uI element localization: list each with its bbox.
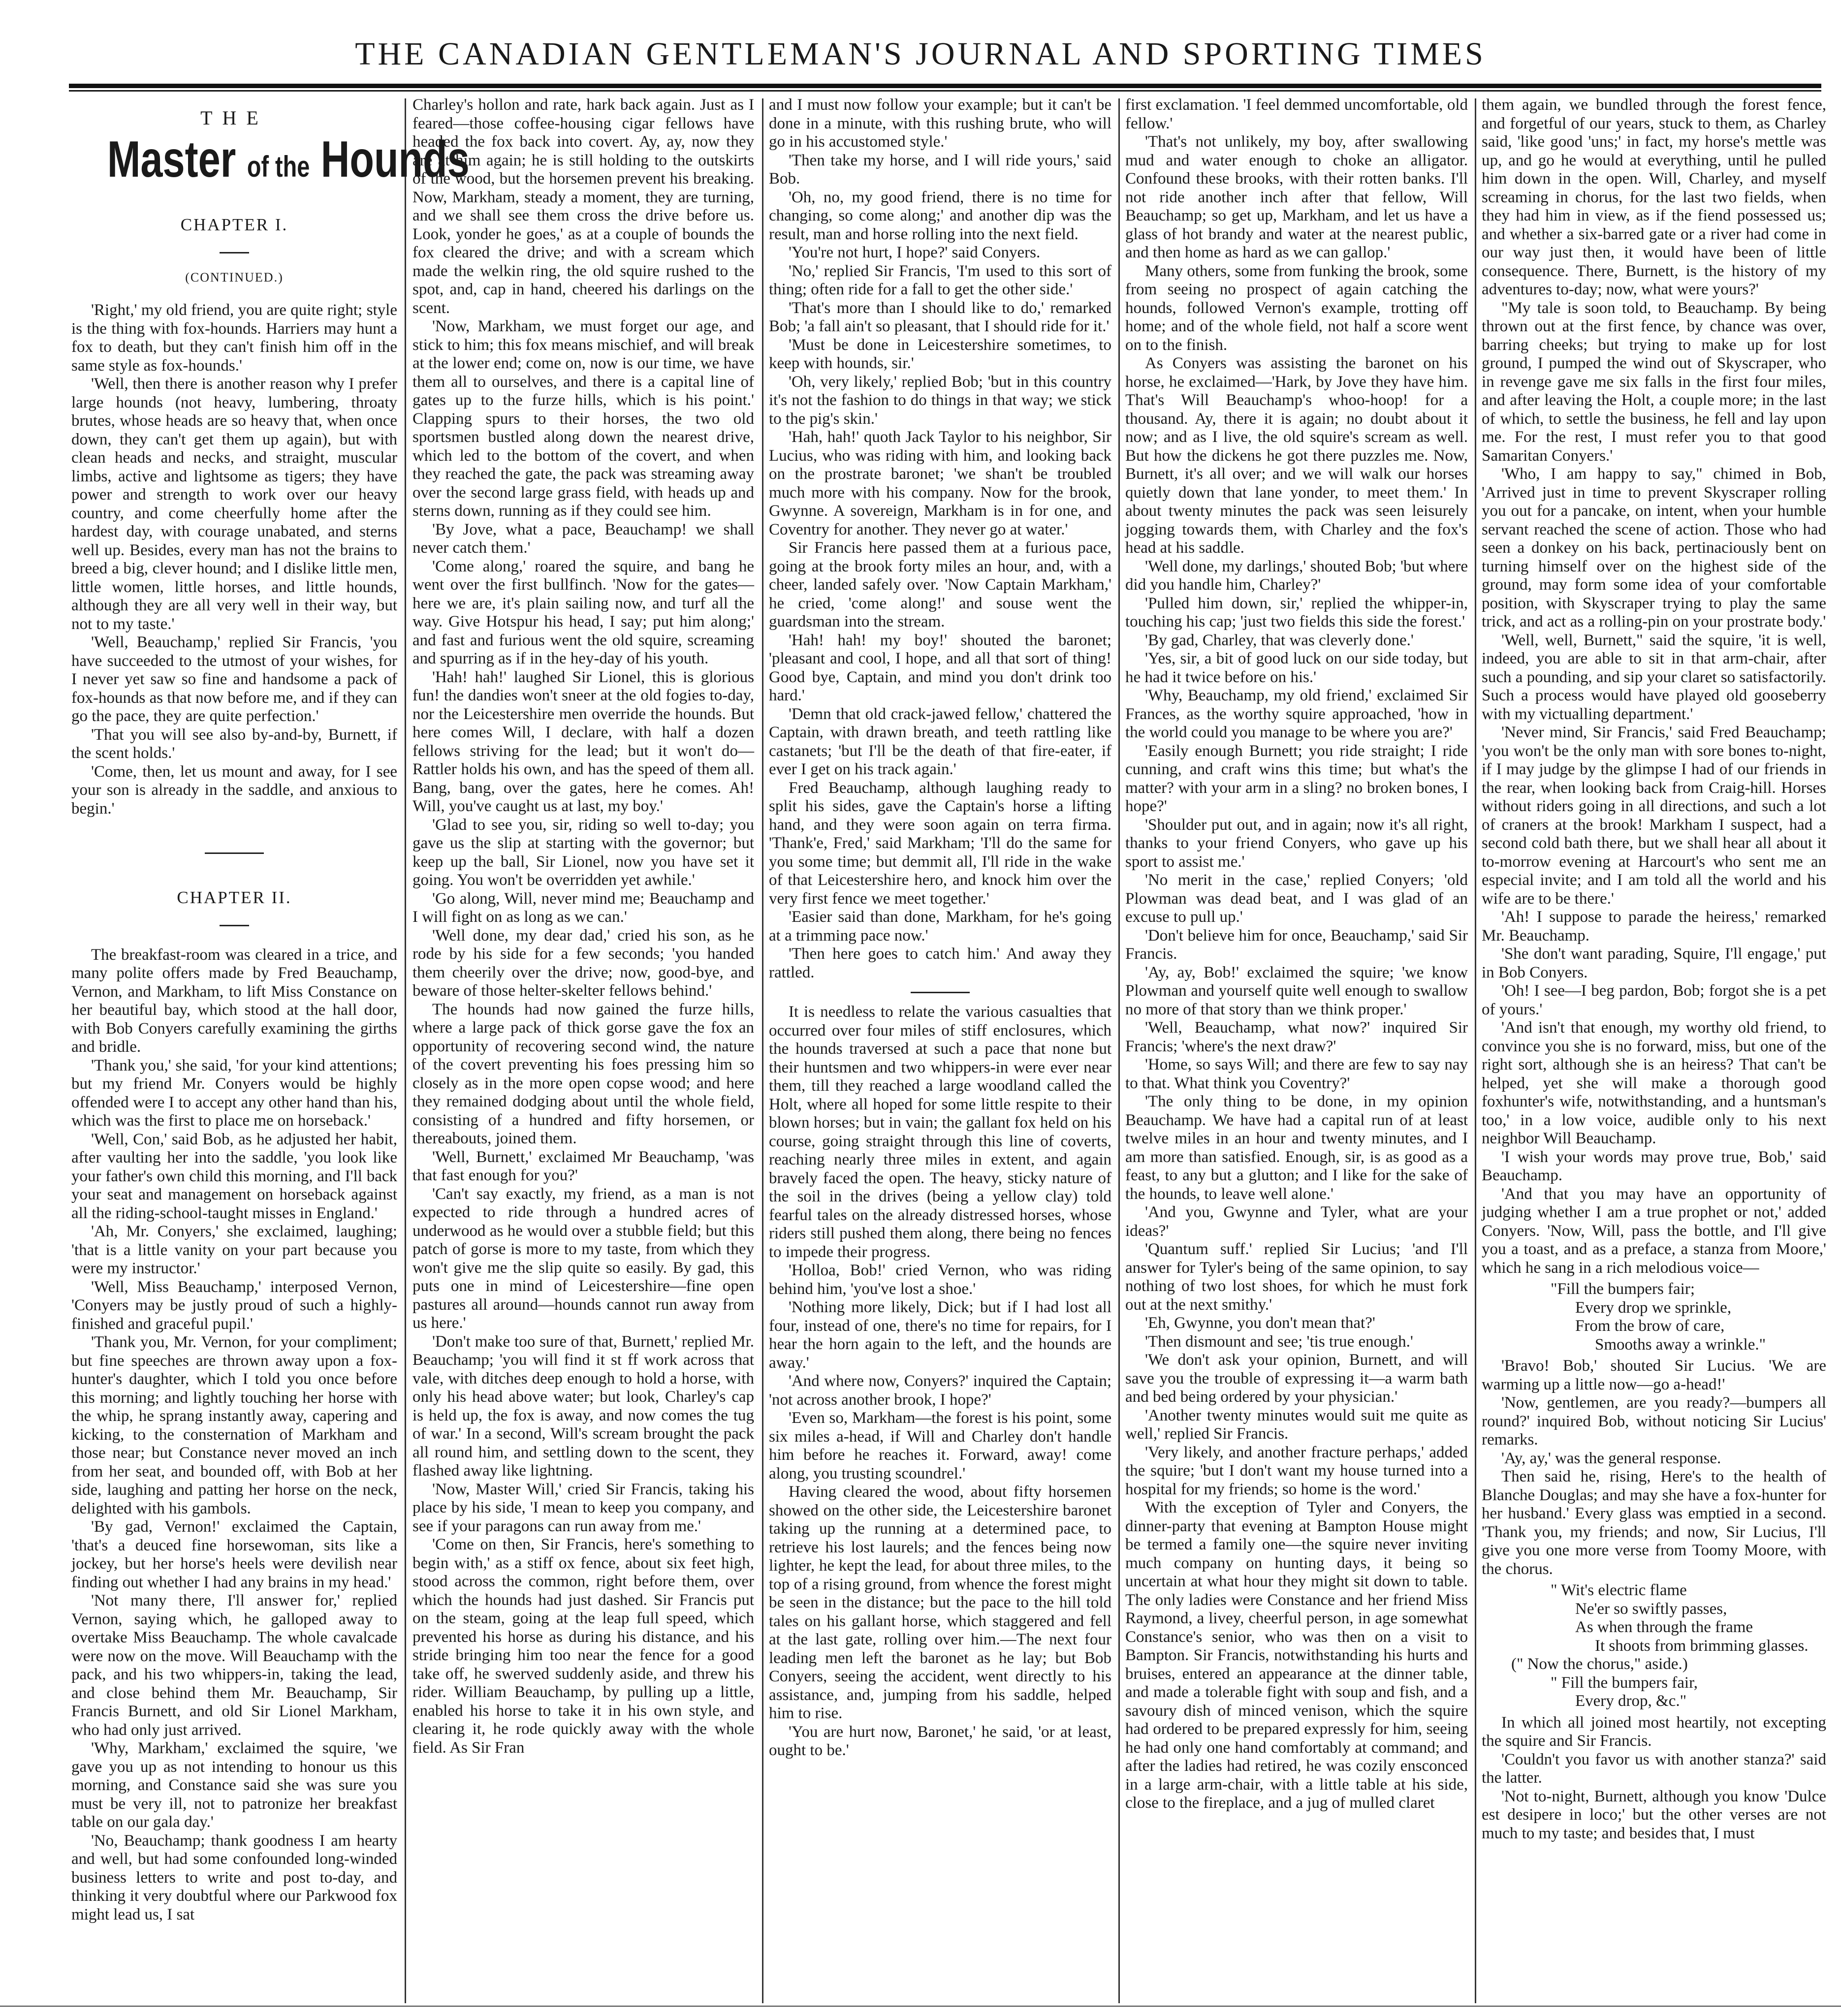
paragraph: 'Eh, Gwynne, you don't mean that?'	[1145, 1314, 1375, 1332]
story-title-of-the: of the	[247, 150, 310, 183]
paragraph: 'Come on then, Sir Francis, here's something to begin with,' as a stiff ox fence, about six feet high, stood across the common, right before them, over which the hounds had just dashed. Sir Francis put on the steam, going at the leap full speed, which prevented his horse as during his distance, and his stride bringing him too near the fence for a good take off, he swerved suddenly aside, and threw his rider. William Beauchamp, by pulling up a little, enabled his horse to take it in his own style, and clearing it, he rode quickly away with the whole field. As Sir Fran	[413, 1536, 754, 1757]
paragraph: As Conyers was assisting the baronet on his horse, he exclaimed—'Hark, by Jove they have him. That's Will Beauchamp's whoo-hoop! for a thousand. Ay, there it is again; no doubt about it now; and as I live, the old squire's scream as well. But how the dickens he got there puzzles me. Now, Burnett, it's all over; and we will walk our horses quietly down that lane yonder, to meet them.' In about twenty minutes the pack was seen leisurely jogging towards them, with Charley and the fox's head at his saddle.	[1125, 354, 1468, 557]
paragraph: 'Pulled him down, sir,' replied the whipper-in, touching his cap; 'just two fields this side the forest.'	[1125, 594, 1468, 630]
paragraph: 'Thank you,' she said, 'for your kind attentions; but my friend Mr. Conyers would be highly offended were I to accept any other hand than his, which was the first to place me on horseback.'	[71, 1056, 397, 1130]
paragraph: It is needless to relate the various casualties that occurred over four miles of stiff enclosures, which the hounds traversed at such a pace that none but their huntsmen and two whippers-in were ever near them, till they reached a large woodland called the Holt, where all hoped for some little respite to their blown horses; but in vain; the gallant fox held on his course, going straight through this line of coverts, reaching nearly three miles in extent, and again bravely faced the open. The heavy, sticky nature of the soil in the drives (being a yellow clay) told fearful tales on the already distressed horses, whose riders still pushed them along, there being no fences to impede their progress.	[769, 1003, 1111, 1261]
masthead-rule	[69, 84, 1821, 92]
verse-line: " Fill the bumpers fair,	[1551, 1673, 1698, 1692]
paragraph: 'Easier said than done, Markham, for he's going at a trimming pace now.'	[769, 908, 1111, 945]
paragraph: 'No,' replied Sir Francis, 'I'm used to this sort of thing; often ride for a fall to get the other side.'	[769, 262, 1111, 298]
paragraph: them again, we bundled through the forest fence, and forgetful of our years, stuck to them, as Charley said, 'like good 'uns;' in fact, my horse's mettle was up, and go he would at everything, until he pulled him down in the open. Will, Charley, and myself screaming in chorus, for the last two fields, when they had him in view, as if the fiend possessed us; and whether a six-barred gate or a river had come in our way just then, it would have been of little consequence. There, Burnett, is the history of my adventures to-day; now, what were yours?'	[1482, 96, 1826, 298]
paragraph: 'Demn that old crack-jawed fellow,' chattered the Captain, with drawn breath, and teeth rattling like castanets; 'but I'll be the death of that fire-eater, if ever I get on his track again.'	[769, 705, 1111, 778]
paragraph: 'Bravo! Bob,' shouted Sir Lucius. 'We are warming up a little now—go a-head!'	[1482, 1357, 1826, 1393]
paragraph: "My tale is soon told, to Beauchamp. By being thrown out at the first fence, by chance was over, barring cheeks; but trying to make up for lost ground, I pumped the wind out of Skyscraper, who in revenge gave me six falls in the first four miles, and after leaving the Holt, a couple more; in the last of which, to settle the business, he fell and lay upon me. For the rest, I must refer you to that good Samaritan Conyers.'	[1482, 299, 1826, 465]
verse-line: " Wit's electric flame	[1551, 1581, 1687, 1599]
paragraph: 'Well, then there is another reason why I prefer large hounds (not heavy, lumbering, throaty brutes, whose heads are so heavy that, when once down, they can't get them up again), but with clean heads and necks, and straight, muscular limbs, active and lightsome as tigers; they have power and strength to work over our heavy country, and come cheerfully home after the hardest day, with courage unabated, and sterns well up. Besides, every man has not the brains to breed a big, clever hound; and I dislike little men, little women, little horses, and little hounds, although they are all very well in their way, but not to my taste.'	[71, 375, 397, 633]
paragraph: 'The only thing to be done, in my opinion Beauchamp. We have had a capital run of at least twelve miles in an hour and twenty minutes, and I am more than satisfied. Enough, sir, is as good as a feast, to any but a glutton; and I like for the sake of the hounds, to leave well alone.'	[1125, 1093, 1468, 1203]
paragraph: 'Why, Markham,' exclaimed the squire, 'we gave you up as not intending to honour us this morning, and Constance said she was sure you must be very ill, not to patronize her breakfast table on our gala day.'	[71, 1739, 397, 1831]
verse-line: Every drop, &c."	[1575, 1692, 1687, 1710]
paragraph: 'She don't want parading, Squire, I'll engage,' put in Bob Conyers.	[1482, 945, 1826, 981]
paragraph: In which all joined most heartily, not excepting the squire and Sir Francis.	[1482, 1713, 1826, 1750]
paragraph: 'Well, Miss Beauchamp,' interposed Vernon, 'Conyers may be justly proud of such a highly-finished and graceful pupil.'	[71, 1278, 397, 1333]
paragraph: 'By gad, Vernon!' exclaimed the Captain, 'that's a deuced fine horsewoman, sits like a jockey, but her horse's heels were devilish near finding out whether I had any brains in my head.'	[71, 1518, 397, 1591]
paragraph: The hounds had now gained the furze hills, where a large pack of thick gorse gave the fox an opportunity of recovering second wind, the nature of the covert preventing his foes pressing him so closely as in the more open copse wood; and here they remained dodging about until the whole field, consisting of a hundred and fifty horsemen, or thereabouts, joined them.	[413, 1000, 754, 1147]
paragraph: 'By Jove, what a pace, Beauchamp! we shall never catch them.'	[413, 520, 754, 557]
paragraph: first exclamation. 'I feel demmed uncomfortable, old fellow.'	[1125, 96, 1468, 132]
paragraph: 'Oh, no, my good friend, there is no time for changing, so come along;' and another dip was the result, man and horse rolling into the next field.	[769, 188, 1111, 243]
chapter-heading: CHAPTER I.	[180, 215, 288, 234]
song-verse	[1482, 1280, 1826, 1354]
paragraph: 'Nothing more likely, Dick; but if I had lost all four, instead of one, there's no time for repairs, for I hear the horn again to the left, and the hounds are away.'	[769, 1298, 1111, 1372]
paragraph: 'And that you may have an opportunity of judging whether I am a true prophet or not,' added Conyers. 'Now, Will, pass the bottle, and I'll give you a toast, and as a preface, a stanza from Moore,' which he sang in a rich melodious voice—	[1482, 1185, 1826, 1277]
paragraph: 'That's not unlikely, my boy, after swallowing mud and water enough to choke an alligator. Confound these brooks, with their rotten banks. I'll not ride another inch after that fellow, Will Beauchamp; so get up, Markham, and let us have a glass of hot brandy and water at the nearest public, and then home as hard as we can gallop.'	[1125, 133, 1468, 261]
paragraph: 'Never mind, Sir Francis,' said Fred Beauchamp; 'you won't be the only man with sore bones to-night, if I may judge by the glimpse I had of our friends in the rear, when looking back from Craig-hill. Horses without riders going in all directions, and such a lot of craners at the brook! Markham I suspect, had a second cold bath there, but we shall hear all about it to-morrow evening at Harcourt's who sent me an especial invite; and I am told all the world and his wife are to be there.'	[1482, 724, 1826, 908]
paragraph: 'Don't believe him for once, Beauchamp,' said Sir Francis.	[1125, 926, 1468, 963]
paragraph: Many others, some from funking the brook, some from seeing no prospect of again catching the hounds, followed Vernon's example, trotting off home; and of the whole field, not half a score went on to the finish.	[1125, 262, 1468, 354]
paragraph: 'Who, I am happy to say," chimed in Bob, 'Arrived just in time to prevent Skyscraper rolling you out for a pancake, on intent, when your humble servant reached the scene of action. Those who had seen a donkey on his back, pertinaciously bent on turning himself over on the highest side of the ground, may form some idea of your comfortable position, with Skyscraper trying to play the same trick, and act as a rolling-pin on your prostrate body.'	[1482, 465, 1826, 630]
paragraph: 'Couldn't you favor us with another stanza?' said the latter.	[1482, 1750, 1826, 1787]
verse-line: "Fill the bumpers fair;	[1551, 1280, 1695, 1298]
verse-line: It shoots from brimming glasses.	[1595, 1637, 1809, 1655]
paragraph: 'Then here goes to catch him.' And away they rattled.	[769, 945, 1111, 981]
story-title	[107, 130, 470, 196]
column-3	[769, 96, 1111, 2006]
paragraph: 'Well, well, Burnett," said the squire, 'it is well, indeed, you are able to sit in that arm-chair, after such a pounding, and sip your claret so satisfactorily. Such a process would have played old gooseberry with my victualling department.'	[1482, 631, 1826, 723]
story-title-the: THE	[200, 107, 268, 129]
paragraph: 'Easily enough Burnett; you ride straight; I ride cunning, and craft wins this time; but what's the matter? with your arm in a sling? no broken bones, I hope?'	[1125, 742, 1468, 815]
paragraph: 'No, Beauchamp; thank goodness I am hearty and well, but had some confounded long-winded business letters to write and post to-day, and thinking it very doubtful where our Parkwood fox might lead us, I sat	[71, 1831, 397, 1923]
paragraph: 'Well, Beauchamp, what now?' inquired Sir Francis; 'where's the next draw?'	[1125, 1019, 1468, 1055]
paragraph: 'Holloa, Bob!' cried Vernon, who was riding behind him, 'you've lost a shoe.'	[769, 1261, 1111, 1298]
divider	[220, 925, 249, 926]
song-verse	[1482, 1581, 1826, 1711]
paragraph: 'Now, Master Will,' cried Sir Francis, taking his place by his side, 'I mean to keep you company, and see if your paragons can run away from me.'	[413, 1480, 754, 1535]
paragraph: 'And where now, Conyers?' inquired the Captain; 'not across another brook, I hope?'	[769, 1372, 1111, 1409]
paragraph: 'Why, Beauchamp, my old friend,' exclaimed Sir Frances, as the worthy squire approached, 'how in the world could you manage to be where you are?'	[1125, 687, 1468, 741]
paragraph: 'Must be done in Leicestershire sometimes, to keep with hounds, sir.'	[769, 336, 1111, 372]
column-divider	[1118, 98, 1120, 2003]
paragraph: and I must now follow your example; but it can't be done in a minute, with this rushing brute, who will go in his accustomed style.'	[769, 96, 1111, 151]
paragraph: 'Right,' my old friend, you are quite right; style is the thing with fox-hounds. Harriers may hunt a fox to death, but they can't finish him off in the same style as fox-hounds.'	[71, 301, 397, 375]
paragraph: 'Go along, Will, never mind me; Beauchamp and I will fight on as long as we can.'	[413, 889, 754, 926]
paragraph: 'And you, Gwynne and Tyler, what are your ideas?'	[1125, 1203, 1468, 1240]
paragraph: 'Oh, very likely,' replied Bob; 'but in this country it's not the fashion to do things in that way; we stick to the pig's skin.'	[769, 373, 1111, 428]
paragraph: 'Don't make too sure of that, Burnett,' replied Mr. Beauchamp; 'you will find it st ff work across that vale, with ditches deep enough to hold a horse, with only his head above water; but look, Charley's cap is held up, the fox is away, and now comes the tug of war.' In a second, Will's scream brought the pack all round him, and settling down to the scent, they flashed away like lightning.	[413, 1332, 754, 1480]
paragraph: 'Not many there, I'll answer for,' replied Vernon, saying which, he galloped away to overtake Miss Beauchamp. The whole cavalcade were now on the move. Will Beauchamp with the pack, and his two whippers-in, taking the lead, and close behind them Mr. Beauchamp, Sir Francis Burnett, and old Sir Lionel Markham, who had only just arrived.	[71, 1592, 397, 1739]
paragraph: 'Well, Beauchamp,' replied Sir Francis, 'you have succeeded to the utmost of your wishes, for I never yet saw so fine and handsome a pack of fox-hounds as that now before me, and if they can go the pace, they are quite perfection.'	[71, 633, 397, 725]
paragraph: Charley's hollon and rate, hark back again. Just as I feared—those coffee-housing cigar fellows have headed the fox back into covert. Ay, ay, now they are at him again; he is still holding to the outskirts of the wood, but the horsemen prevent his breaking. Now, Markham, steady a moment, they are turning, and we shall see them cross the drive before us. Look, yonder he goes,' as at a couple of bounds the fox cleared the drive; and with a scream which made the welkin ring, the old squire rushed to the spot, and, cap in hand, cheered his darlings on the scent.	[413, 96, 754, 317]
column-divider	[762, 98, 763, 2003]
paragraph: 'Ay, ay,' was the general response.	[1501, 1449, 1721, 1467]
paragraph: Sir Francis here passed them at a furious pace, going at the brook forty miles an hour, and, with a cheer, landed safely over. 'Now Captain Markham,' he cried, 'come along!' and souse went the guardsman into the stream.	[769, 539, 1111, 630]
paragraph: 'That's more than I should like to do,' remarked Bob; 'a fall ain't so pleasant, that I should ride for it.'	[769, 299, 1111, 335]
paragraph: 'Then take my horse, and I will ride yours,' said Bob.	[769, 151, 1111, 188]
divider	[205, 852, 264, 854]
masthead-title: THE CANADIAN GENTLEMAN'S JOURNAL AND SPORTING TIMES	[355, 36, 1486, 72]
paragraph: 'Hah! hah!' laughed Sir Lionel, this is glorious fun! the dandies won't sneer at the old fogies to-day, nor the Leicestershire men override the hounds. But here comes Will, I declare, with half a dozen fellows striving for the lead; but it won't do—Rattler holds his own, and has the speed of them all. Bang, bang, over the gates, here he comes. Ah! Will, you've caught us at last, my boy.'	[413, 668, 754, 815]
paragraph: 'Well done, my darlings,' shouted Bob; 'but where did you handle him, Charley?'	[1125, 557, 1468, 594]
paragraph: 'Come along,' roared the squire, and bang he went over the first bullfinch. 'Now for the gates—here we are, it's plain sailing now, and turf all the way. Give Hotspur his head, I say; put him along;' and fast and furious went the old squire, screaming and spurring as if in the hey-day of his youth.	[413, 557, 754, 667]
paragraph: The breakfast-room was cleared in a trice, and many polite offers made by Fred Beauchamp, Vernon, and Markham, to lift Miss Constance on her beautiful bay, which stood at the hall door, with Bob Conyers carefully examining the girths and bridle.	[71, 945, 397, 1056]
paragraph: 'Thank you, Mr. Vernon, for your compliment; but fine speeches are thrown away upon a fox-hunter's daughter, which I told you once before this morning; and lightly touching her horse with the whip, he sprang instantly away, capering and kicking, to the consternation of Markham and those near; but Constance never moved an inch from her seat, and bounded off, with Bob at her side, laughing and patting her horse on the neck, delighted with his gambols.	[71, 1333, 397, 1517]
column-divider	[405, 98, 406, 2003]
paragraph: 'That you will see also by-and-by, Burnett, if the scent holds.'	[71, 725, 397, 762]
paragraph: 'I wish your words may prove true, Bob,' said Beauchamp.	[1482, 1148, 1826, 1184]
paragraph: 'By gad, Charley, that was cleverly done.'	[1145, 631, 1414, 649]
verse-line: From the brow of care,	[1575, 1317, 1725, 1335]
paragraph: 'Then dismount and see; 'tis true enough.'	[1145, 1332, 1413, 1351]
paragraph: 'Glad to see you, sir, riding so well to-day; you gave us the slip at starting with the governor; but keep up the ball, Sir Lionel, now you have set it going. You won't be overridden yet awhile.'	[413, 816, 754, 889]
paragraph: 'Come, then, let us mount and away, for I see your son is already in the saddle, and anxious to begin.'	[71, 762, 397, 818]
paragraph: Fred Beauchamp, although laughing ready to split his sides, gave the Captain's horse a lifting hand, and they were soon again on terra firma. 'Thank'e, Fred,' said Markham; 'I'll do the same for you some time; but demmit all, I'll ride in the wake of that Leicestershire hero, and knock him over the very first fence we meet together.'	[769, 779, 1111, 908]
paragraph: 'And isn't that enough, my worthy old friend, to convince you she is no forward, miss, but one of the right sort, although she is an heiress? That can't be helped, yet she will make a thorough good foxhunter's wife, notwithstanding, and a huntsman's too,' in a low voice, audible only to his next neighbor Will Beauchamp.	[1482, 1019, 1826, 1147]
paragraph: 'Can't say exactly, my friend, as a man is not expected to ride through a hundred acres of underwood as he would over a stubble field; but this patch of gorse is more to my taste, from which they won't give me the slip quite so easily. By gad, this puts one in mind of Leicestershire—fine open pastures all around—hounds cannot run away from us here.'	[413, 1185, 754, 1332]
paragraph: 'Ay, ay, Bob!' exclaimed the squire; 'we know Plowman and yourself quite well enough to swallow no more of that story than we think proper.'	[1125, 963, 1468, 1018]
paragraph: With the exception of Tyler and Conyers, the dinner-party that evening at Bampton House might be termed a family one—the squire never inviting much company on hunting days, it being so uncertain at what hour they might sit down to table. The only ladies were Constance and her friend Miss Raymond, a livey, cheerful person, in age somewhat Constance's senior, who was then on a visit to Bampton. Sir Francis, notwithstanding his hurts and bruises, entered an appearance at the dinner table, and made a tolerable fight with soup and fish, and a savoury dish of minced venison, which the squire had ordered to be prepared expressly for him, seeing he had only one hand comfortably at command; and after the ladies had retired, he was cozily ensconced in a large arm-chair, with a little table at his side, close to the fireplace, and a jug of mulled claret	[1125, 1499, 1468, 1812]
paragraph: 'We don't ask your opinion, Burnett, and will save you the trouble of expressing it—a warm bath and bed being ordered by your physician.'	[1125, 1351, 1468, 1406]
paragraph: 'Even so, Markham—the forest is his point, some six miles a-head, if Will and Charley don't handle him before he reaches it. Forward, away! come along, you trusting scoundrel.'	[769, 1409, 1111, 1482]
paragraph: 'Very likely, and another fracture perhaps,' added the squire; 'but I don't want my house turned into a hospital for my friends; so home is the word.'	[1125, 1443, 1468, 1498]
paragraph: 'Yes, sir, a bit of good luck on our side today, but he had it twice before on his.'	[1125, 650, 1468, 686]
divider	[220, 252, 249, 253]
verse-line: Every drop we sprinkle,	[1575, 1298, 1732, 1317]
divider	[911, 992, 970, 993]
column-2	[413, 96, 754, 2006]
paragraph: 'Ah, Mr. Conyers,' she exclaimed, laughing; 'that is a little vanity on your part because you were my instructor.'	[71, 1223, 397, 1277]
paragraph: 'You are hurt now, Baronet,' he said, 'or at least, ought to be.'	[769, 1723, 1111, 1759]
story-title-hounds: Hounds	[320, 131, 470, 188]
paragraph: 'Well done, my dear dad,' cried his son, as he rode by his side for a few seconds; 'you handed them cheerily over the drive; now, good-bye, and beware of those helter-skelter fellows behind.'	[413, 926, 754, 1000]
paragraph: 'Another twenty minutes would suit me quite as well,' replied Sir Francis.	[1125, 1406, 1468, 1443]
continued-label: (CONTINUED.)	[185, 270, 284, 284]
verse-line: Ne'er so swiftly passes,	[1575, 1600, 1727, 1618]
paragraph: Then said he, rising, Here's to the health of Blanche Douglas; and may she have a fox-hunter for her husband.' Every glass was emptied in a second. 'Thank you, my friends; and now, Sir Lucius, I'll give you one more verse from Toomy Moore, with the chorus.	[1482, 1468, 1826, 1578]
paragraph: 'Hah, hah!' quoth Jack Taylor to his neighbor, Sir Lucius, who was riding with him, and looking back on the prostrate baronet; 'we shan't be troubled much more with his company. Now for the brook, Gwynne. A sovereign, Markham is in for one, and Coventry for another. They never go at water.'	[769, 428, 1111, 538]
column-divider	[1475, 98, 1476, 2003]
verse-line: As when through the frame	[1575, 1618, 1753, 1636]
paragraph: 'Hah! hah! my boy!' shouted the baronet; 'pleasant and cool, I hope, and all that sort of thing! Good bye, Captain, and mind you don't drink too hard.'	[769, 631, 1111, 704]
verse-line: (" Now the chorus," aside.)	[1511, 1655, 1688, 1673]
page-bottom-rule	[0, 2006, 1841, 2007]
paragraph: 'Ah! I suppose to parade the heiress,' remarked Mr. Beauchamp.	[1482, 908, 1826, 945]
column-5	[1482, 96, 1826, 2006]
paragraph: 'Not to-night, Burnett, although you know 'Dulce est desipere in loco;' but the other verses are not much to my taste; and besides that, I must	[1482, 1787, 1826, 1842]
paragraph: 'Now, gentlemen, are you ready?—bumpers all round?' inquired Bob, without noticing Sir Lucius' remarks.	[1482, 1394, 1826, 1449]
paragraph: 'Oh! I see—I beg pardon, Bob; forgot she is a pet of yours.'	[1482, 982, 1826, 1018]
column-1	[71, 96, 470, 2006]
chapter-heading: CHAPTER II.	[177, 888, 292, 907]
paragraph: 'Now, Markham, we must forget our age, and stick to him; this fox means mischief, and will break at the lower end; come on, now is our time, we have them all to ourselves, and there is a capital line of gates up to the furze hills, which is his point.' Clapping spurs to their horses, the two old sportsmen bustled along down the nearest drive, which led to the bottom of the covert, and when they reached the gate, the pack was streaming away over the second large grass field, with heads up and sterns down, running as if they could see him.	[413, 317, 754, 520]
paragraph: 'Home, so says Will; and there are few to say nay to that. What think you Coventry?'	[1125, 1056, 1468, 1092]
paragraph: 'Well, Burnett,' exclaimed Mr Beauchamp, 'was that fast enough for you?'	[413, 1148, 754, 1184]
paragraph: 'Shoulder put out, and in again; now it's all right, thanks to your friend Conyers, who gave up his sport to assist me.'	[1125, 816, 1468, 871]
paragraph: Having cleared the wood, about fifty horsemen showed on the other side, the Leicestershire baronet taking up the running at a determined pace, to retrieve his lost laurels; and the fences being now lighter, he kept the lead, for about three miles, to the top of a rising ground, from whence the forest might be seen in the distance; but the pace to the hill told tales on his gallant horse, which staggered and fell at the last gate, rolling over him.—The next four leading men left the baronet as he lay; but Bob Conyers, seeing the accident, went directly to his assistance, and, jumping from his saddle, helped him to rise.	[769, 1483, 1111, 1722]
paragraph: 'No merit in the case,' replied Conyers; 'old Plowman was dead beat, and I was glad of an excuse to pull up.'	[1125, 871, 1468, 926]
column-4	[1125, 96, 1468, 2006]
story-title-master: Master	[107, 131, 236, 188]
paragraph: 'Well, Con,' said Bob, as he adjusted her habit, after vaulting her into the saddle, 'you look like your father's own child this morning, and I'll back your seat and management on horseback against all the riding-school-taught misses in England.'	[71, 1130, 397, 1222]
verse-line: Smooths away a wrinkle."	[1595, 1335, 1766, 1354]
paragraph: 'You're not hurt, I hope?' said Conyers.	[789, 244, 1041, 261]
paragraph: 'Quantum suff.' replied Sir Lucius; 'and I'll answer for Tyler's being of the same opinion, to say nothing of two lost shoes, for which he must fork out at the next smithy.'	[1125, 1240, 1468, 1314]
